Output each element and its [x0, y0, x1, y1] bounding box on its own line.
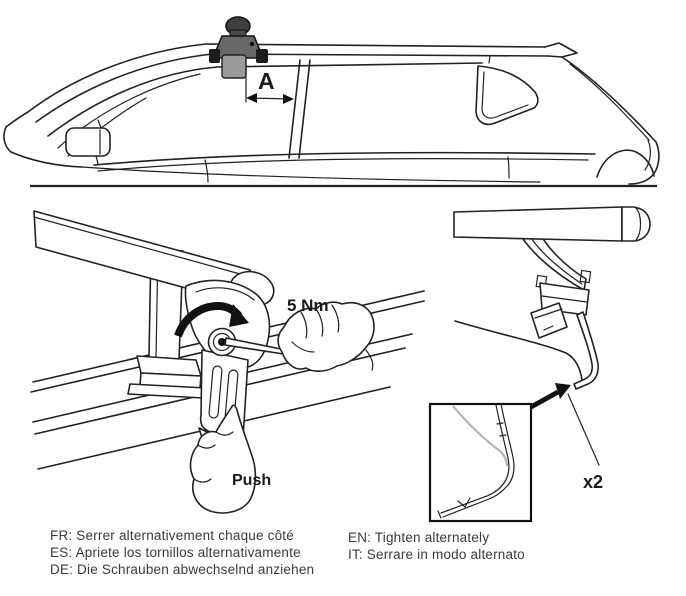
- mount-left-tab: [209, 49, 220, 63]
- car-rear-arch: [597, 150, 654, 177]
- dimension-label: A: [258, 68, 275, 94]
- car-roofline-inner: [36, 54, 548, 122]
- crossbar-tube: [454, 207, 622, 241]
- dimension-arrowhead-left: [246, 93, 257, 103]
- clamp-hook-strap: [574, 312, 598, 389]
- inset-detail-box: [430, 404, 531, 521]
- crossbar-tube-cap: [622, 207, 650, 241]
- push-label: Push: [232, 472, 272, 489]
- car-c-pillar-inner: [570, 64, 649, 140]
- car-sill-line: [82, 167, 540, 182]
- mount-right-tab: [256, 49, 268, 63]
- door-frame-curve: [455, 321, 582, 381]
- car-c-pillar-outer: [562, 57, 656, 142]
- instructions-right-column: [348, 529, 525, 563]
- dimension-arrowhead-right: [283, 94, 294, 104]
- quantity-leader-line: [568, 394, 599, 465]
- instructions-left-column: [50, 527, 314, 578]
- foot-base-pad: [128, 356, 206, 398]
- car-hood-line: [6, 112, 28, 127]
- instruction-en: EN: Tighten alternately: [348, 530, 490, 545]
- clamp-detail: [430, 207, 650, 521]
- instruction-it: IT: Serrare in modo alternato: [348, 547, 525, 562]
- mount-bolt-dot: [250, 42, 254, 46]
- torque-label: 5 Nm: [287, 296, 329, 315]
- car-beltline-lower: [98, 159, 588, 171]
- pointer-arrow: [531, 392, 558, 407]
- mount-foot-pad: [222, 55, 246, 78]
- instruction-es: ES: Apriete los tornillos alternativamente: [50, 545, 301, 560]
- instruction-de: DE: Die Schrauben abwechselnd anziehen: [50, 562, 315, 577]
- car-b-pillar: [289, 60, 310, 158]
- car-rear-bumper: [629, 142, 659, 184]
- car-roof-tick: [489, 56, 490, 63]
- car-front-face: [4, 127, 11, 152]
- tightening-detail: [31, 211, 424, 513]
- car-spoiler: [545, 43, 577, 57]
- instruction-fr: FR: Serrer alternativement chaque côté: [50, 528, 294, 543]
- car-mirror: [66, 128, 110, 156]
- quantity-label: x2: [583, 472, 604, 492]
- car-side-view: [4, 17, 659, 184]
